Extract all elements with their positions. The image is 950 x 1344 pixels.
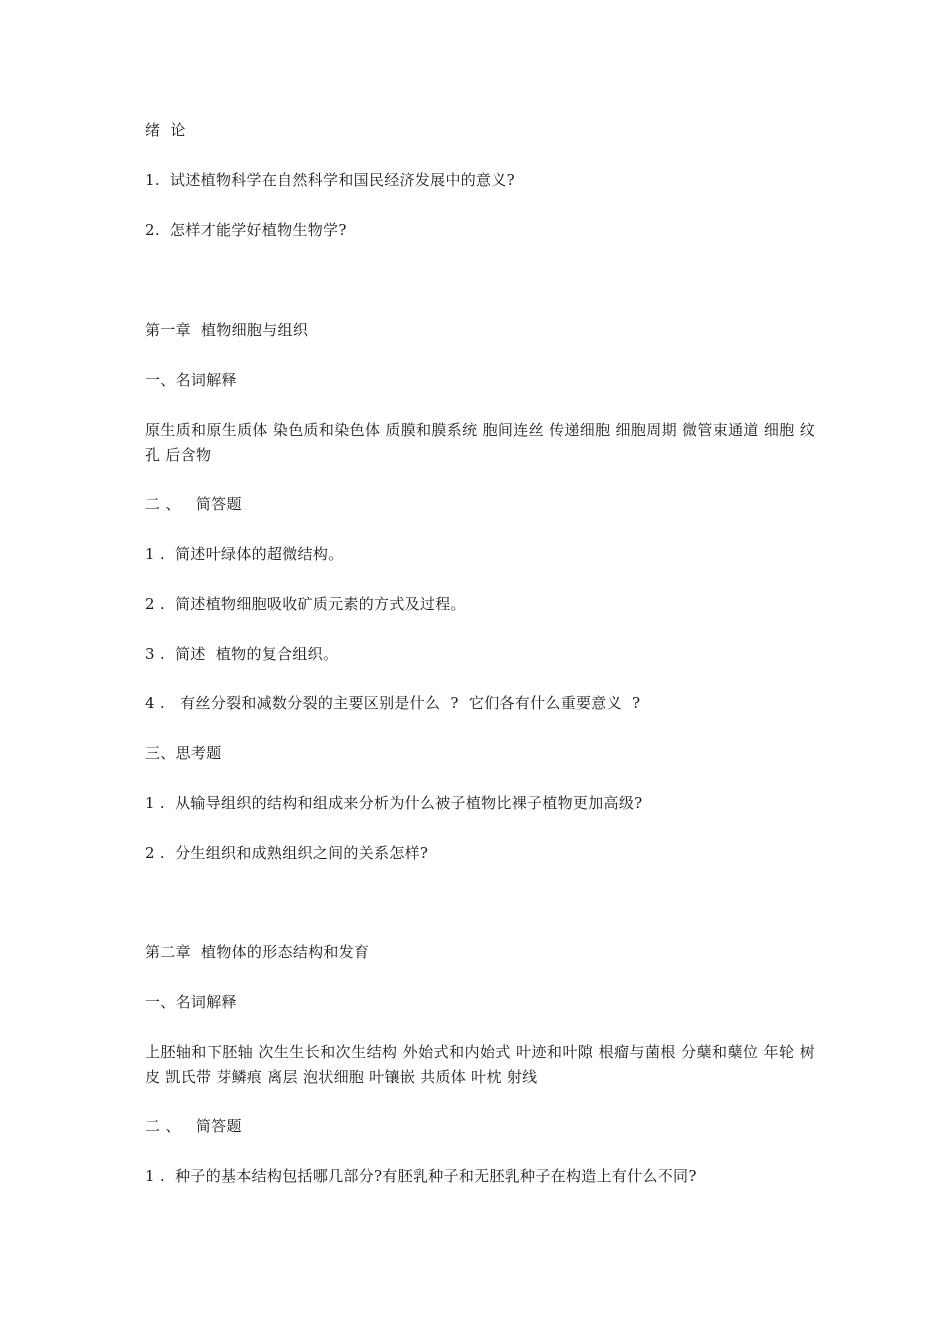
chapter-1-think-question-1: 1 . 从输导组织的结构和组成来分析为什么被子植物比裸子植物更加高级? bbox=[145, 794, 643, 812]
chapter-1-terms-heading: 一、名词解释 bbox=[145, 371, 237, 389]
chapter-1-think-question-2: 2 . 分生组织和成熟组织之间的关系怎样? bbox=[145, 844, 429, 862]
chapter-2-short-answer-heading: 二 、 简答题 bbox=[145, 1117, 242, 1135]
chapter-1-short-question-4: 4 . 有丝分裂和减数分裂的主要区别是什么 ? 它们各有什么重要意义 ? bbox=[145, 694, 641, 712]
chapter-1-short-question-1: 1 . 简述叶绿体的超微结构。 bbox=[145, 545, 344, 563]
chapter-2-title: 第二章 植物体的形态结构和发育 bbox=[145, 943, 370, 961]
chapter-1-terms-list: 原生质和原生质体 染色质和染色体 质膜和膜系统 胞间连丝 传递细胞 细胞周期 微管束通道 细胞 纹孔 后含物 bbox=[145, 421, 815, 464]
intro-title: 绪 论 bbox=[145, 121, 186, 139]
chapter-1-title: 第一章 植物细胞与组织 bbox=[145, 321, 309, 339]
chapter-2-terms-heading: 一、名词解释 bbox=[145, 993, 237, 1011]
chapter-1-think-heading: 三、思考题 bbox=[145, 744, 222, 762]
chapter-1-short-question-2: 2 . 简述植物细胞吸收矿质元素的方式及过程。 bbox=[145, 595, 466, 613]
chapter-1-short-answer-heading: 二 、 简答题 bbox=[145, 495, 242, 513]
chapter-2-short-question-1: 1 . 种子的基本结构包括哪几部分?有胚乳种子和无胚乳种子在构造上有什么不同? bbox=[145, 1167, 697, 1185]
chapter-1-short-question-3: 3 . 简述 植物的复合组织。 bbox=[145, 645, 339, 663]
intro-question-1: 1. 试述植物科学在自然科学和国民经济发展中的意义? bbox=[145, 171, 515, 189]
intro-question-2: 2. 怎样才能学好植物生物学? bbox=[145, 221, 347, 239]
chapter-2-terms-list: 上胚轴和下胚轴 次生生长和次生结构 外始式和内始式 叶迹和叶隙 根瘤与菌根 分蘖和蘖位 年轮 树皮 凯氏带 芽鳞痕 离层 泡状细胞 叶镶嵌 共质体 叶枕 射线 bbox=[145, 1043, 815, 1086]
